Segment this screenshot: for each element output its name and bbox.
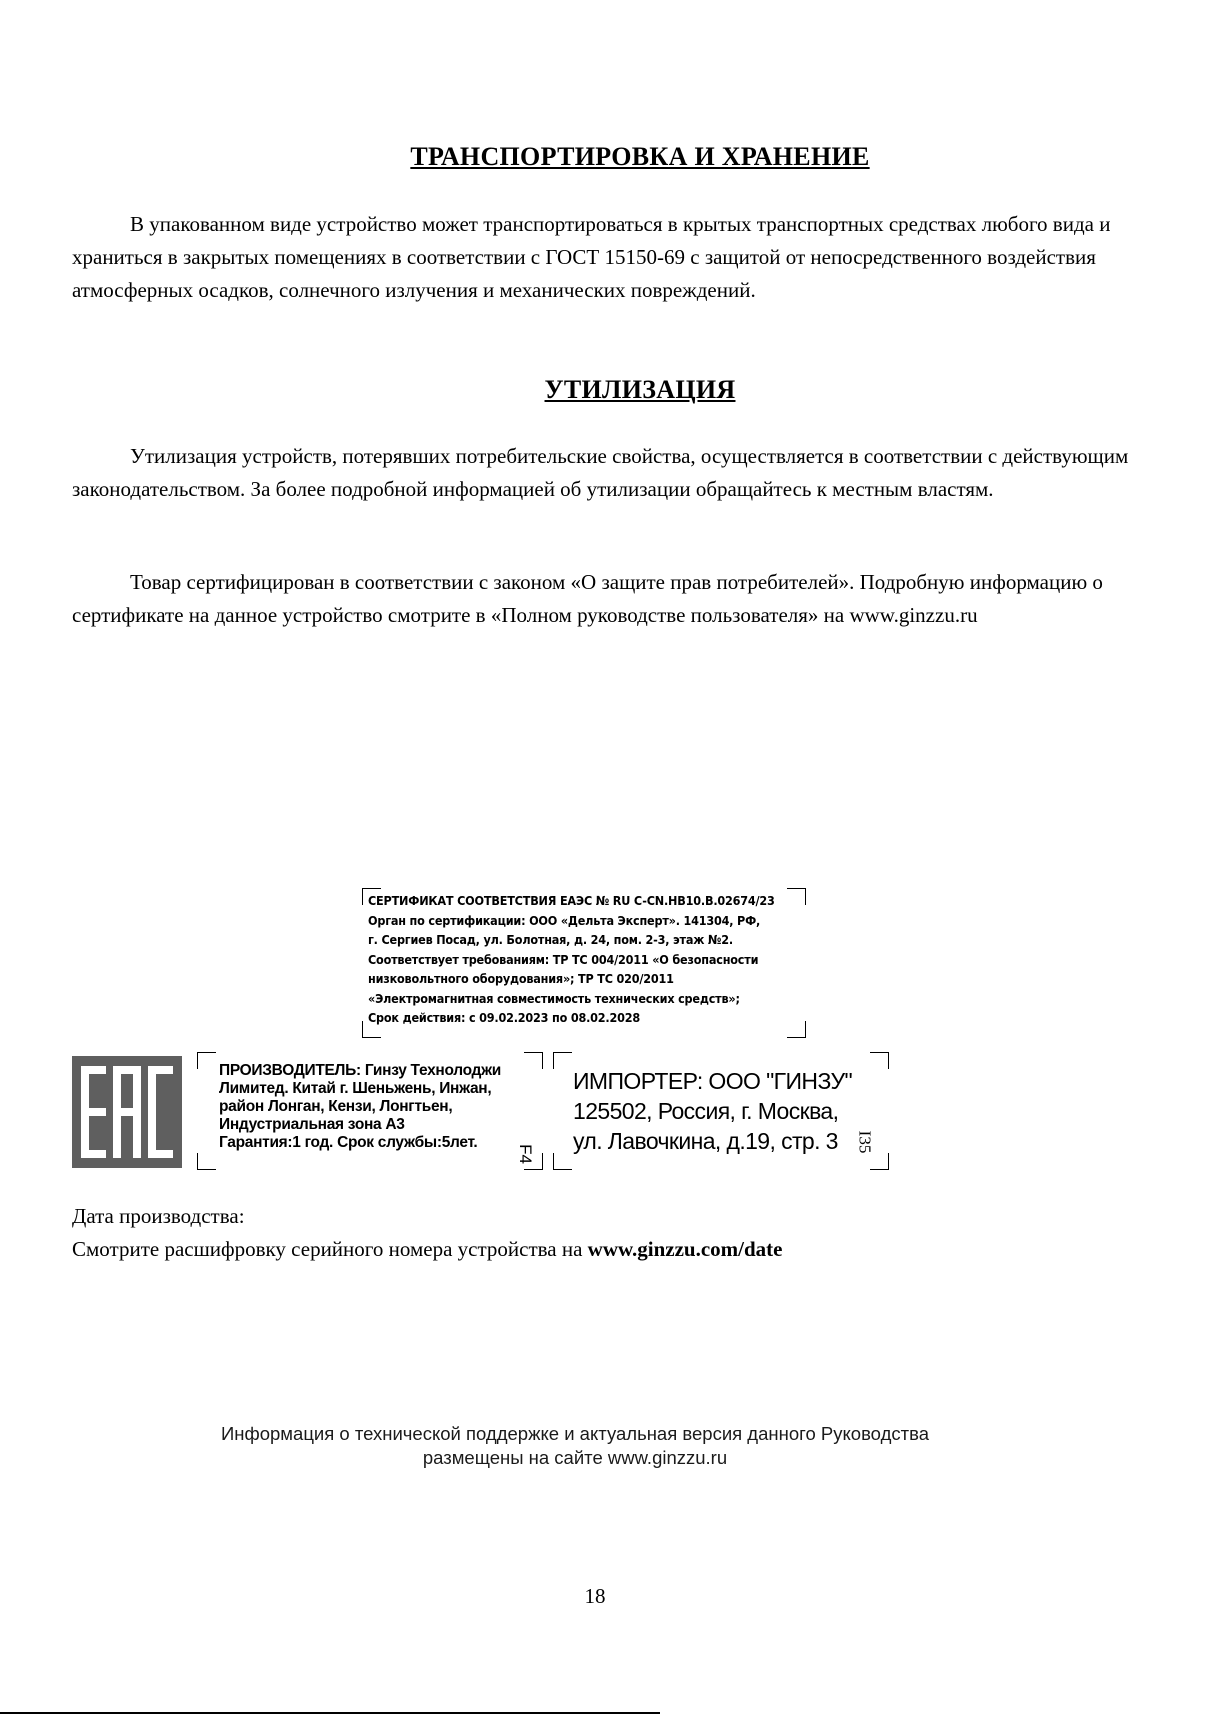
corner-bracket <box>553 1153 572 1170</box>
production-date-text: Смотрите расшифровку серийного номера устройства на <box>72 1237 588 1261</box>
page-number: 18 <box>584 1584 606 1608</box>
production-date-line <box>72 1233 782 1266</box>
transport-text: В упакованном виде устройство может транспортироваться в крытых транспортных средствах любого вида и храниться в закрытых помещениях в соответствии с ГОСТ 15150-69 с защитой от непосредственного воздействия атмосферных осадков, солнечного излучения и механических повреждений. <box>72 212 1111 302</box>
corner-bracket <box>787 1021 806 1038</box>
eac-logo <box>72 1056 182 1168</box>
importer-line: ИМПОРТЕР: ООО "ГИНЗУ" <box>573 1068 853 1094</box>
importer-text <box>573 1066 852 1156</box>
disposal-text: Утилизация устройств, потерявших потребительские свойства, осуществляется в соответствии с действующим законодательством. За более подробной информацией об утилизации обращайтесь к местным властям. <box>72 444 1129 501</box>
manufacturer-line: ПРОИЗВОДИТЕЛЬ: Гинзу Технолоджи <box>219 1062 501 1079</box>
manufacturer-line: район Лонган, Кензи, Лонгтьен, <box>219 1098 453 1115</box>
manufacturer-text <box>219 1062 501 1152</box>
corner-bracket <box>524 1052 543 1069</box>
corner-bracket <box>870 1052 889 1069</box>
importer-line: ул. Лавочкина, д.19, стр. 3 <box>573 1128 838 1154</box>
support-line: размещены на сайте www.ginzzu.ru <box>422 1447 728 1468</box>
production-date-link[interactable]: www.ginzzu.com/date <box>587 1237 783 1261</box>
importer-line: 125502, Россия, г. Москва, <box>573 1098 839 1124</box>
corner-bracket <box>197 1153 216 1170</box>
certificate-line: низковольтного оборудования»; ТР ТС 020/2011 <box>368 971 674 986</box>
importer-block <box>553 1052 889 1170</box>
certification-text: Товар сертифицирован в соответствии с законом «О защите прав потребителей». Подробную информацию о сертификате на данное устройство смотрите в «Полном руководстве пользователя» на www.ginzzu.ru <box>72 570 1103 627</box>
certificate-line: Срок действия: с 09.02.2023 по 08.02.2028 <box>368 1010 640 1025</box>
production-date <box>72 1200 782 1266</box>
corner-bracket <box>870 1153 889 1170</box>
corner-bracket <box>787 888 806 905</box>
certification-paragraph <box>72 566 1152 632</box>
certificate-line: Соответствует требованиям: ТР ТС 004/2011 «О безопасности <box>368 951 759 967</box>
manufacturer-line: Лимитед. Китай г. Шеньжень, Инжан, <box>219 1080 492 1097</box>
certificate-text <box>368 891 775 1028</box>
disposal-heading: УТИЛИЗАЦИЯ <box>544 375 736 404</box>
disposal-paragraph <box>72 440 1152 506</box>
eac-mark-icon <box>72 1056 182 1168</box>
certificate-line: СЕРТИФИКАТ СООТВЕТСТВИЯ ЕАЭС № RU C-CN.HB10.B.02674/23 <box>368 893 775 908</box>
transport-paragraph <box>72 208 1152 307</box>
certificate-line: г. Сергиев Посад, ул. Болотная, д. 24, пом. 2-3, этаж №2. <box>368 932 733 947</box>
corner-bracket <box>197 1052 216 1069</box>
corner-bracket <box>553 1052 572 1069</box>
support-line: Информация о технической поддержке и актуальная версия данного Руководства <box>221 1423 929 1444</box>
certificate-line: Орган по сертификации: ООО «Дельта Эксперт». 141304, РФ, <box>368 912 761 928</box>
bottom-rule <box>0 1712 660 1714</box>
production-date-label: Дата производства: <box>72 1204 245 1228</box>
manufacturer-block <box>197 1052 543 1170</box>
certificate-block <box>362 888 806 1038</box>
support-info <box>0 1422 1150 1470</box>
certificate-line: «Электромагнитная совместимость технических средств»; <box>368 990 740 1006</box>
manufacturer-line: Гарантия:1 год. Срок службы:5лет. <box>219 1134 478 1151</box>
manufacturer-line: Индустриальная зона А3 <box>219 1116 405 1133</box>
transport-heading: ТРАНСПОРТИРОВКА И ХРАНЕНИЕ <box>410 142 870 171</box>
manufacturer-code: F4 <box>515 1144 535 1164</box>
importer-code: I35 <box>855 1130 875 1154</box>
